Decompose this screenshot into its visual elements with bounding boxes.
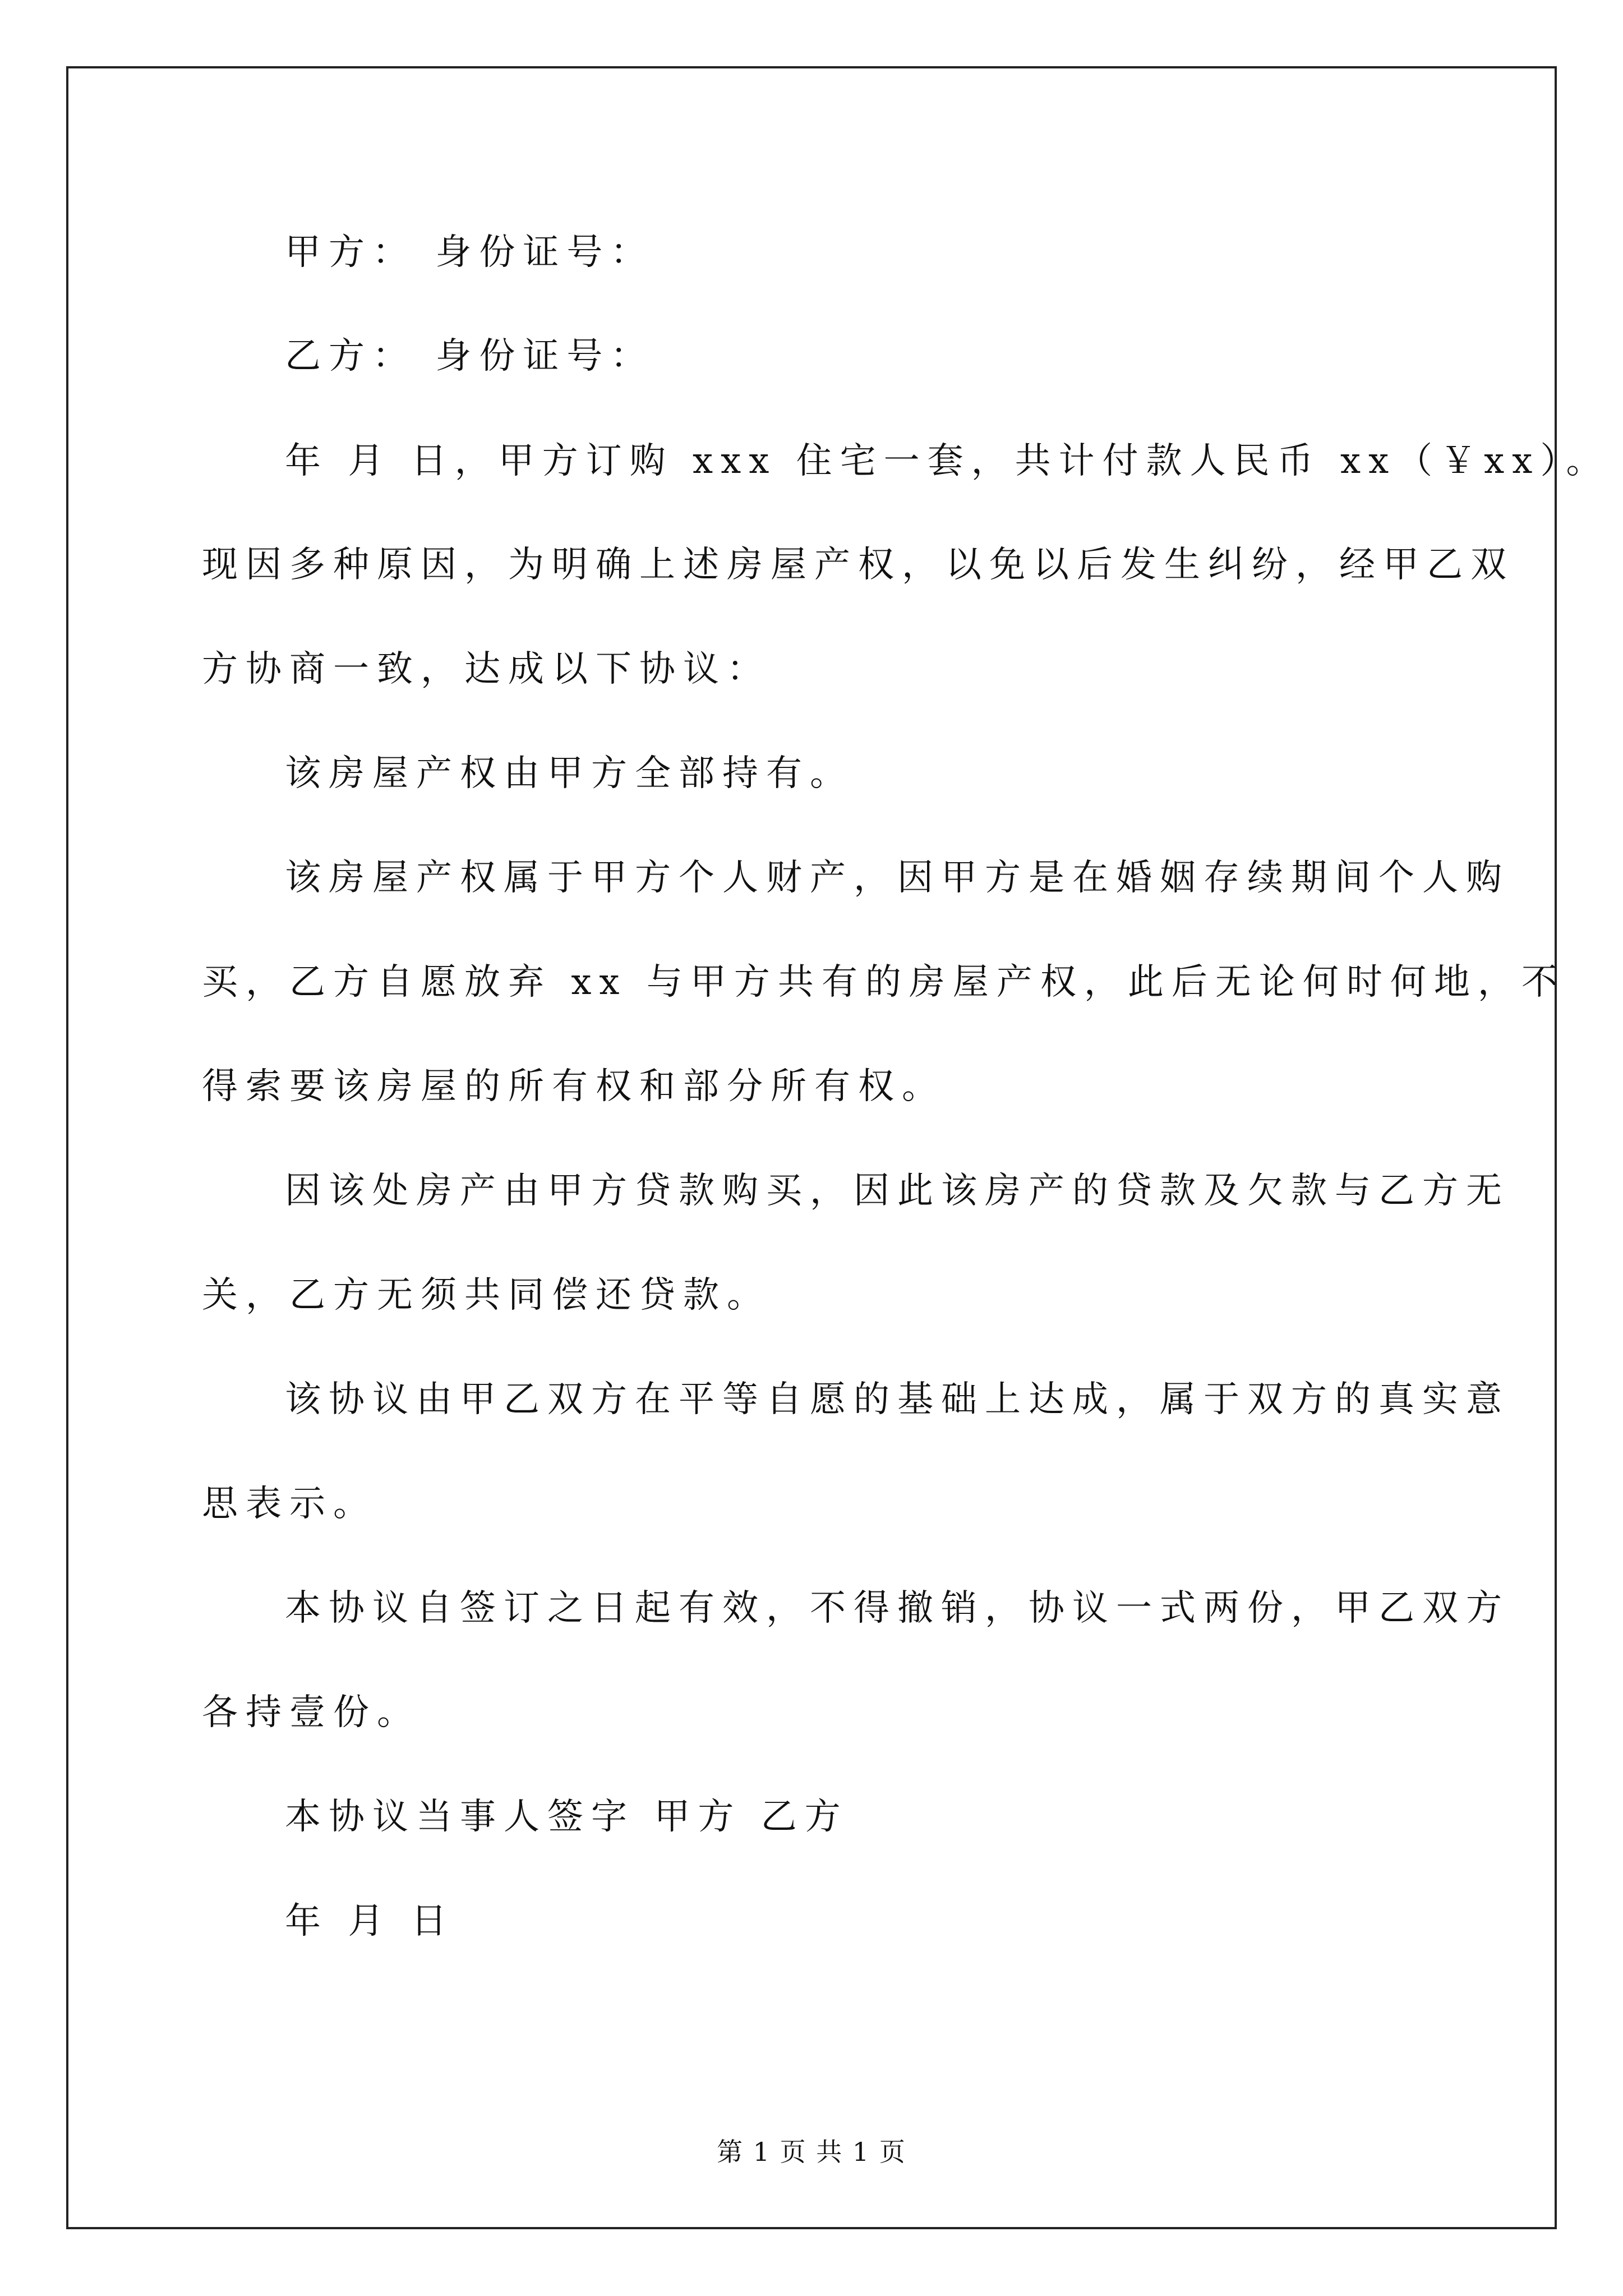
paragraph-line: 年 月 日，甲方订购 xxx 住宅一套，共计付款人民币 xx（￥xx）。	[285, 440, 1610, 482]
clause-line: 得索要该房屋的所有权和部分所有权。	[202, 1066, 946, 1107]
paragraph-line: 现因多种原因，为明确上述房屋产权，以免以后发生纠纷，经甲乙双	[202, 544, 1514, 586]
clause-line: 各持壹份。	[202, 1692, 421, 1733]
clause-line: 买，乙方自愿放弃 xx 与甲方共有的房屋产权，此后无论何时何地，不	[202, 961, 1565, 1003]
clause-line: 关，乙方无须共同偿还贷款。	[202, 1274, 771, 1316]
signature-line: 本协议当事人签字 甲方 乙方	[285, 1796, 849, 1838]
party-b-line: 乙方： 身份证号：	[285, 335, 654, 377]
page-footer: 第 1 页 共 1 页	[717, 2137, 906, 2167]
clause-line: 该房屋产权属于甲方个人财产，因甲方是在婚姻存续期间个人购	[285, 857, 1510, 899]
paragraph-line: 方协商一致，达成以下协议：	[202, 648, 771, 690]
clause-line: 本协议自签订之日起有效，不得撤销，协议一式两份，甲乙双方	[285, 1588, 1510, 1629]
clause-line: 该协议由甲乙双方在平等自愿的基础上达成，属于双方的真实意	[285, 1379, 1510, 1420]
date-line: 年 月 日	[285, 1901, 455, 1942]
clause-line: 因该处房产由甲方贷款购买，因此该房产的贷款及欠款与乙方无	[285, 1170, 1510, 1212]
party-a-line: 甲方： 身份证号：	[285, 232, 654, 273]
clause-line: 思表示。	[202, 1483, 377, 1525]
clause-line: 该房屋产权由甲方全部持有。	[285, 753, 854, 794]
